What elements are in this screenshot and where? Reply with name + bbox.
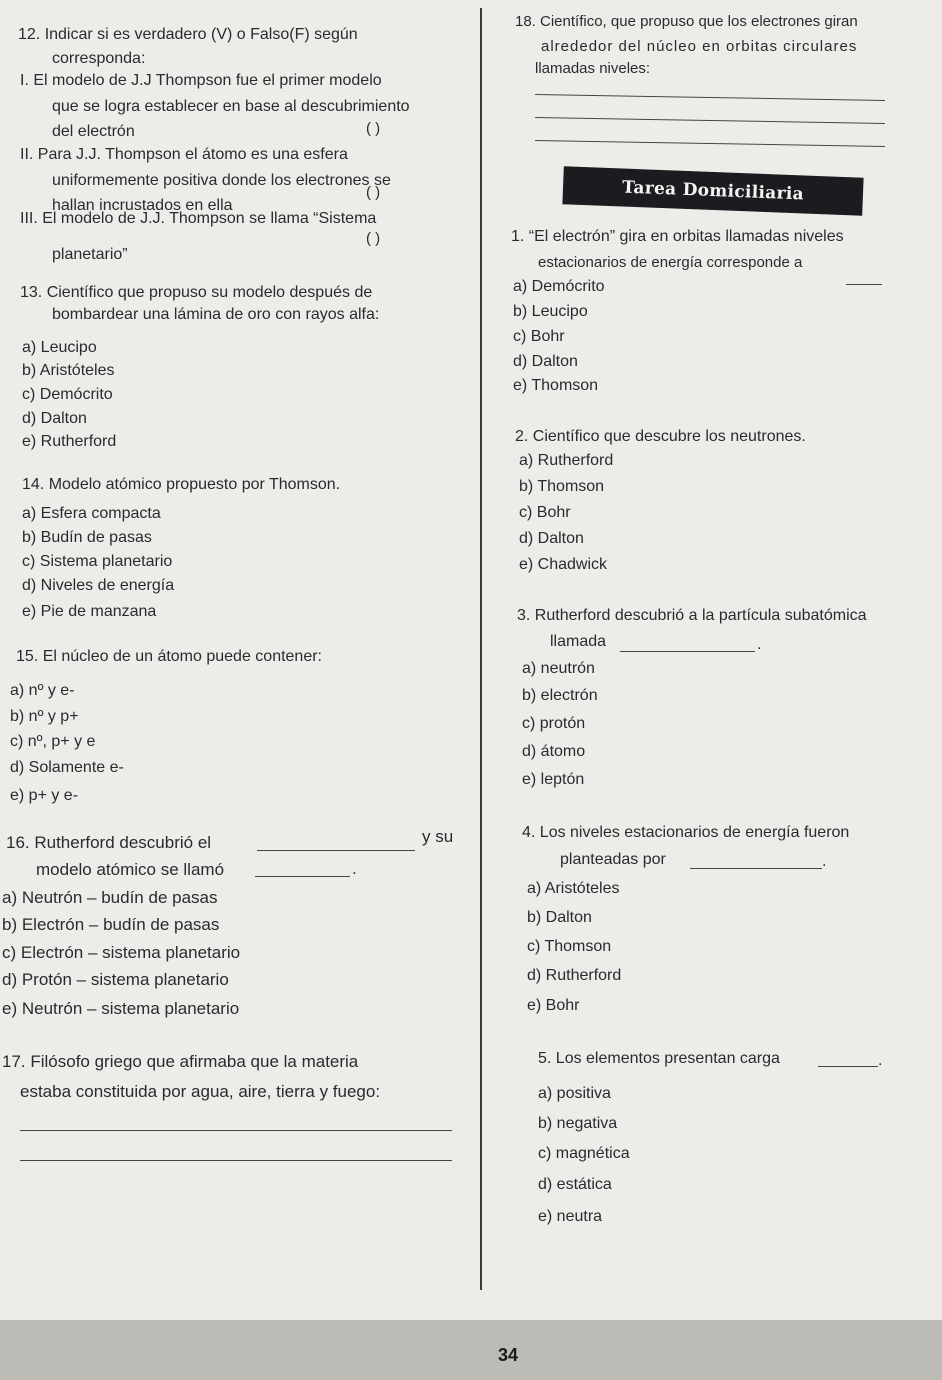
q14-option[interactable]: a) Esfera compacta bbox=[22, 505, 161, 522]
t4-option[interactable]: e) Bohr bbox=[527, 997, 580, 1014]
t1-option[interactable]: a) Demócrito bbox=[513, 278, 605, 295]
t5-option[interactable]: d) estática bbox=[538, 1176, 612, 1193]
q12-i-line3: del electrón bbox=[52, 123, 135, 140]
q16-question-2: modelo atómico se llamó bbox=[36, 860, 225, 879]
q17-question: 17. Filósofo griego que afirmaba que la materia bbox=[2, 1052, 359, 1071]
t5-option[interactable]: b) negativa bbox=[538, 1115, 618, 1132]
q14-option[interactable]: b) Budín de pasas bbox=[22, 529, 152, 546]
t3-option[interactable]: a) neutrón bbox=[522, 660, 595, 677]
t4-question-2: planteadas por bbox=[560, 851, 666, 868]
q12-i-line2: que se logra establecer en base al descubrimiento bbox=[52, 98, 410, 115]
t3-blank[interactable] bbox=[620, 651, 755, 652]
q12-iii-line2: planetario” bbox=[52, 246, 128, 263]
t1-option[interactable]: d) Dalton bbox=[513, 353, 578, 370]
t3-question: 3. Rutherford descubrió a la partícula subatómica bbox=[517, 607, 867, 624]
t2-option[interactable]: b) Thomson bbox=[519, 478, 605, 495]
t1-option[interactable]: c) Bohr bbox=[513, 328, 565, 345]
q12-ii-line3: hallan incrustados en ella bbox=[52, 197, 233, 214]
column-divider bbox=[480, 8, 482, 1290]
t5-option[interactable]: e) neutra bbox=[538, 1208, 603, 1225]
q16-option[interactable]: c) Electrón – sistema planetario bbox=[2, 943, 241, 962]
q13-question: 13. Científico que propuso su modelo después de bbox=[20, 284, 373, 301]
q12-ii-line2: uniformemente positiva donde los electrones se bbox=[52, 172, 391, 189]
t3-option[interactable]: e) leptón bbox=[522, 771, 585, 788]
t4-option[interactable]: a) Aristóteles bbox=[527, 880, 620, 897]
q12-title-2: corresponda: bbox=[52, 50, 146, 67]
homework-banner: Tarea Domiciliaria bbox=[562, 166, 863, 215]
q13-option[interactable]: a) Leucipo bbox=[22, 339, 97, 356]
q13-question-2: bombardear una lámina de oro con rayos alfa: bbox=[52, 306, 380, 323]
q13-option[interactable]: b) Aristóteles bbox=[22, 362, 115, 379]
q12-ii-line1: II. Para J.J. Thompson el átomo es una esfera bbox=[20, 146, 348, 163]
q13-option[interactable]: c) Demócrito bbox=[22, 386, 113, 403]
q12-iii-line1: III. El modelo de J.J. Thompson se llama “Sistema bbox=[20, 210, 377, 227]
q12-iii-answer[interactable]: ( ) bbox=[366, 230, 381, 247]
t4-option[interactable]: d) Rutherford bbox=[527, 967, 622, 984]
t4-question-end: . bbox=[822, 853, 827, 870]
t1-option[interactable]: b) Leucipo bbox=[513, 303, 588, 320]
q18-question: 18. Científico, que propuso que los electrones giran bbox=[515, 13, 858, 30]
t5-question: 5. Los elementos presentan carga bbox=[538, 1050, 780, 1067]
q13-option[interactable]: d) Dalton bbox=[22, 410, 87, 427]
t2-option[interactable]: a) Rutherford bbox=[519, 452, 614, 469]
t4-question: 4. Los niveles estacionarios de energía fueron bbox=[522, 824, 850, 841]
t1-question-2: estacionarios de energía corresponde a bbox=[538, 254, 803, 271]
t1-option[interactable]: e) Thomson bbox=[513, 377, 599, 394]
t4-blank[interactable] bbox=[690, 868, 822, 869]
q17-answer-line-1[interactable] bbox=[20, 1130, 452, 1131]
q16-option[interactable]: e) Neutrón – sistema planetario bbox=[2, 999, 240, 1018]
q16-blank-1[interactable] bbox=[257, 850, 415, 851]
t1-blank[interactable] bbox=[846, 284, 882, 285]
q16-question-mid: y su bbox=[422, 827, 454, 846]
q17-answer-line-2[interactable] bbox=[20, 1160, 452, 1161]
q16-option[interactable]: b) Electrón – budín de pasas bbox=[2, 915, 220, 934]
q12-i-line1: I. El modelo de J.J Thompson fue el primer modelo bbox=[20, 72, 382, 89]
t4-option[interactable]: b) Dalton bbox=[527, 909, 592, 926]
page-shadow bbox=[0, 1320, 942, 1380]
q12-ii-answer[interactable]: ( ) bbox=[366, 184, 381, 201]
t3-question-2: llamada bbox=[550, 633, 607, 650]
q16-question: 16. Rutherford descubrió el bbox=[6, 833, 212, 852]
q12-title: 12. Indicar si es verdadero (V) o Falso(F) según bbox=[18, 26, 358, 43]
q15-question: 15. El núcleo de un átomo puede contener: bbox=[16, 648, 322, 665]
q15-option[interactable]: e) p+ y e- bbox=[10, 787, 79, 804]
t5-option[interactable]: c) magnética bbox=[538, 1145, 630, 1162]
q14-question: 14. Modelo atómico propuesto por Thomson. bbox=[22, 476, 341, 493]
q16-question-end: . bbox=[352, 859, 357, 878]
q15-option[interactable]: d) Solamente e- bbox=[10, 759, 124, 776]
q16-option[interactable]: d) Protón – sistema planetario bbox=[2, 970, 229, 989]
t1-question: 1. “El electrón” gira en orbitas llamadas niveles bbox=[511, 228, 844, 245]
q16-blank-2[interactable] bbox=[255, 876, 350, 877]
t5-option[interactable]: a) positiva bbox=[538, 1085, 611, 1102]
t3-option[interactable]: c) protón bbox=[522, 715, 586, 732]
q18-question-3: llamadas niveles: bbox=[535, 60, 651, 77]
q15-option[interactable]: b) nº y p+ bbox=[10, 708, 79, 725]
q17-question-2: estaba constituida por agua, aire, tierra y fuego: bbox=[20, 1082, 381, 1101]
t5-question-end: . bbox=[878, 1052, 883, 1069]
t3-option[interactable]: b) electrón bbox=[522, 687, 598, 704]
t2-question: 2. Científico que descubre los neutrones. bbox=[515, 428, 806, 445]
q12-i-answer[interactable]: ( ) bbox=[366, 120, 381, 137]
q16-option[interactable]: a) Neutrón – budín de pasas bbox=[2, 888, 218, 907]
t3-option[interactable]: d) átomo bbox=[522, 743, 586, 760]
t5-blank[interactable] bbox=[818, 1066, 878, 1067]
page-number: 34 bbox=[498, 1345, 519, 1365]
q15-option[interactable]: a) nº y e- bbox=[10, 682, 75, 699]
q13-option[interactable]: e) Rutherford bbox=[22, 433, 117, 450]
t4-option[interactable]: c) Thomson bbox=[527, 938, 612, 955]
q15-option[interactable]: c) nº, p+ y e bbox=[10, 733, 96, 750]
t2-option[interactable]: c) Bohr bbox=[519, 504, 571, 521]
q14-option[interactable]: e) Pie de manzana bbox=[22, 603, 157, 620]
q14-option[interactable]: d) Niveles de energía bbox=[22, 577, 175, 594]
t3-question-end: . bbox=[757, 636, 762, 653]
t2-option[interactable]: e) Chadwick bbox=[519, 556, 608, 573]
q14-option[interactable]: c) Sistema planetario bbox=[22, 553, 173, 570]
t2-option[interactable]: d) Dalton bbox=[519, 530, 584, 547]
q18-question-2: alrededor del núcleo en orbitas circulares bbox=[541, 38, 858, 55]
